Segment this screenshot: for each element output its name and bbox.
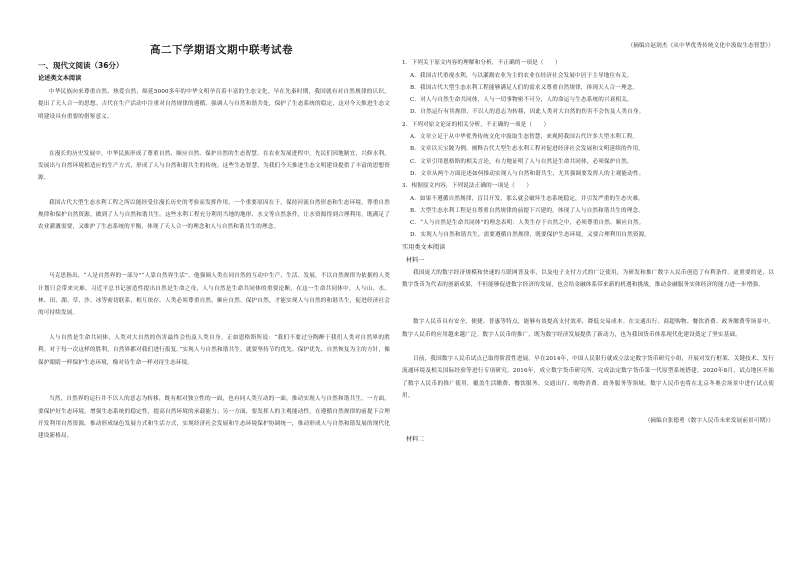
question-2-option-b[interactable]: B．文章以天宝陂为例，阐释古代大型生态水利工程对促进经济社会发展和文明延续的作用。: [410, 146, 645, 153]
question-3-option-a[interactable]: A．如果不遵循自然规律，盲目开发，那么就会破坏生态系统稳定，并引发严重的生态灾难。: [410, 195, 644, 202]
question-3-option-b[interactable]: B．大型生态水利工程是在尊重自然规律的前提下兴建的，体现了人与自然和谐共生的理念。: [410, 207, 645, 214]
question-area: [402, 40, 774, 446]
question-2-option-a[interactable]: A．文章立足于从中华优秀传统文化中汲取生态智慧，来观照我国古代许多大型水利工程。: [410, 134, 639, 141]
practical-text-heading: 实用类文本阅读: [402, 243, 446, 251]
material-two-label: 材料二: [406, 435, 425, 443]
question-2-option-c[interactable]: C．文章引用恩格斯的相关言论，有力地证明了人与自然是生命共同体，必须保护自然。: [410, 158, 633, 165]
question-3-option-c[interactable]: C．“人与自然是生命共同体”的理念表明：人类生存于自然之中，必须尊重自然、顺应自然。: [410, 220, 645, 227]
material-one-label: 材料一: [406, 257, 425, 265]
material-one-paragraph: 我国庞大的数字经济规模和快速的互联网普及率，以及电子支付方式的广泛使用，为研发和推广数字人民币创造了有利条件。更重要的是，以数字货币为代表的创新成果，不但能够促进数字经济的发展，也会给金融体系带来新的机遇和挑战，推动金融服务实体经济的能力进一步增强。: [402, 270, 774, 289]
essay-paragraph: 人与自然是生命共同体，人类对大自然的伤害最终会伤及人类自身。正如恩格斯所说：“我们不要过分陶醉于我们人类对自然界的胜利。对于每一次这样的胜利，自然界都对我们进行报复。”实现人与自然和谐共生，就要坚持节约优先、保护优先、自然恢复为主的方针，像保护眼睛一样保护生态环境，像对待生命一样对待生态环境。: [38, 334, 390, 366]
essay-paragraph: 我国古代大型生态水利工程之所以能经受住漫长历史的考验而发挥作用，一个重要原因在于，保持河流自然形态和生态环境，尊重自然规律和保护自然资源，做到了人与自然和谐共生。这些水利工程充分利用当地的地形、水文等自然条件，让水资源得到合理利用，既满足了农业灌溉需要，又维护了生态系统的平衡，体现了天人合一的理念和人与自然和谐共生的理念。: [38, 199, 390, 231]
question-3-option-d[interactable]: D．实现人与自然和谐共生，需要遵循自然规律，既要保护生态环境，又要合理利用自然资源。: [410, 232, 651, 239]
question-1-option-b[interactable]: B．我国古代大型生态水利工程能够满足人们的需求又尊重自然规律，体现天人合一理念。: [410, 84, 639, 91]
question-3-stem: 3．根据原文内容，下列说法正确的一项是（ ）: [402, 183, 533, 190]
section-one-heading: 一、现代文阅读（36分）: [38, 61, 124, 70]
material-one-source: （摘编自张德勇《数字人民币未来发展前景可期》）: [644, 417, 774, 424]
essay-source: （摘编自赵润杰《从中华优秀传统文化中汲取生态智慧》）: [627, 43, 774, 49]
essay-paragraph: 在漫长的历史发展中，中华民族形成了尊重自然、顺应自然、保护自然的生态智慧。在农业发展进程中，先民们因地制宜，兴修水利，发展出与自然环境相适应的生产方式，形成了人与自然和谐共生的传统。这些生态智慧，为我们今天推进生态文明建设提供了丰富的思想资源。: [38, 150, 390, 182]
question-2-option-d[interactable]: D．文章从两个方面论述如何推动实现人与自然和谐共生，尤其强调要发挥人的主观能动性。: [410, 170, 645, 177]
essay-paragraph: 当然，自然界的运行并不以人的意志为转移，既有相对独立性的一面，也有同人类互动的一面。推动实现人与自然和谐共生，一方面，要保护好生态环境，增强生态系统的稳定性，提高自然环境的承载能力；另一方面，要发挥人的主观能动性，在遵循自然规律的前提下合理开发利用自然资源，推动形成绿色发展方式和生活方式，实现经济社会发展和生态环境保护协调统一，推动形成人与自然和谐发展的现代化建设新格局。: [38, 396, 390, 440]
question-2-stem: 2．下列对原文论证的相关分析，不正确的一项是（ ）: [402, 121, 550, 128]
material-one-paragraph: 目前，我国数字人民币试点已取得阶段性进展。早在2014年，中国人民银行就成立法定数字货币研究小组，开展对发行框架、关键技术、发行流通环境及相关国际经验等进行专项研究。2016年，成立数字货币研究所，完成法定数字货币第一代原型系统搭建。2020年8月，试点地区开始了数字人民币的推广使用，覆盖生活缴费、餐饮服务、交通出行、购物消费、政务服务等领域。数字人民币也将在北京冬奥会场景中进行试点使用。: [402, 356, 774, 400]
exam-title: 高二下学期语文期中联考试卷: [150, 44, 293, 56]
question-1-stem: 1．下列关于原文内容的理解和分析，不正确的一项是（ ）: [402, 60, 561, 67]
essay-paragraph: 中华民族向来尊重自然、热爱自然，绵延5000多年的中华文明孕育着丰富的生态文化。早在先秦时期，我国就有对自然规律的认识，提出了天人合一的思想。古代在生产活动中注重对自然规律的遵循，强调人与自然和谐共处，保护了生态系统的稳定，这对今天推进生态文明建设具有重要的借鉴意义。: [38, 89, 390, 120]
question-1-option-c[interactable]: C．对人与自然生命共同体，人与一切事物密不可分，人的命运与生态系统的兴衰相关。: [410, 97, 633, 104]
sub-section-heading: 论述类文本阅读: [38, 75, 82, 82]
question-1-option-d[interactable]: D．自然运行有其规律，不以人的意志为转移，因此人类对大自然的伤害不会伤及人类自身。: [410, 109, 645, 116]
material-one-paragraph: 数字人民币具有安全、便捷、普惠等特点，能够有效提高支付效率，降低交易成本。在交通出行、商超购物、餐饮消费、政务缴费等场景中，数字人民币的应用越来越广泛。数字人民币的推广，既为数字经济发展提供了新动力，也为我国货币体系现代化建设奠定了坚实基础。: [402, 319, 774, 338]
essay-paragraph: 马克思指出，“人是自然界的一部分”“人靠自然界生活”。他强调人类在同自然的互动中生产、生活、发展，不以自然规律为依据的人类计划只会带来灾难。习近平总书记创造性提出自然是生命之母，人与自然是生命共同体的重要论断，在这一生命共同体中，人与山、水、林、田、湖、草、沙、冰等密切联系，相互依存。人类必须尊重自然、顺应自然、保护自然，才能实现人与自然的和谐共生，促进经济社会的可持续发展。: [38, 273, 390, 317]
question-1-option-a[interactable]: A．我国古代重视水利，与以灌溉农业为主的农业在经济社会发展中居于主导地位有关。: [410, 72, 633, 79]
essay-body: [38, 86, 390, 467]
